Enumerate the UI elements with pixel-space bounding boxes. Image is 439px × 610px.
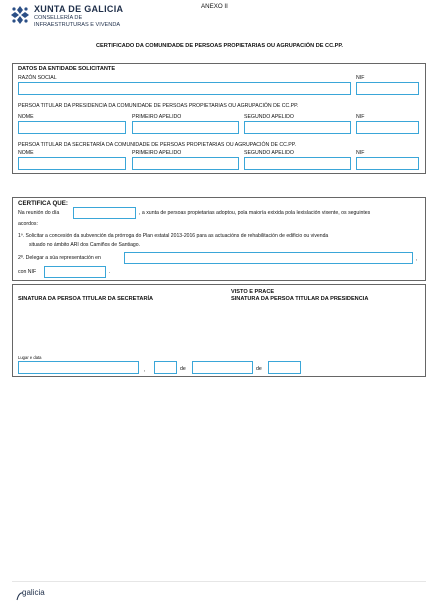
secretary-surname2-field[interactable] [244,157,351,170]
president-surname1-label: PRIMEIRO APELIDO [132,114,182,120]
meeting-prefix: Na reunión do día [18,210,60,216]
signature-section [12,284,426,377]
secretary-name-label: NOME [18,150,34,156]
president-surname2-field[interactable] [244,121,351,134]
entity-nif-field[interactable] [356,82,419,95]
de-label-2: de [256,366,262,372]
president-signature-label: SINATURA DA PERSOA TITULAR DA PRESIDENCIA [231,296,369,302]
president-name-label: NOME [18,114,34,120]
secretary-name-field[interactable] [18,157,126,170]
xunta-logo-icon [10,5,30,25]
place-comma: , [144,367,146,373]
secretary-surname1-label: PRIMEIRO APELIDO [132,150,182,156]
day-field[interactable] [154,361,177,374]
president-surname2-label: SEGUNDO APELIDO [244,114,294,120]
dept-line-1: CONSELLERÍA DE [34,15,83,21]
certify-section [12,197,426,281]
razon-social-field[interactable] [18,82,351,95]
razon-social-nif-label: NIF [356,75,365,81]
representative-nif-field[interactable] [44,266,106,278]
president-heading: PERSOA TITULAR DA PRESIDENCIA DA COMUNIDADE DE PERSOAS PROPIETARIAS OU AGRUPACIÓN DE CC.PP. [18,103,299,109]
razon-social-label: RAZÓN SOCIAL [18,75,57,81]
meeting-date-field[interactable] [73,207,136,219]
org-name: XUNTA DE GALICIA [34,4,124,14]
annex-label: ANEXO II [201,3,228,10]
representative-comma: , [416,256,418,262]
year-field[interactable] [268,361,301,374]
representative-nif-prefix: con NIF [18,269,37,275]
footer-divider [12,581,426,582]
place-date-label: Lugar e data [18,355,42,360]
agreement-1-line-2: situado no ámbito ARI dos Camiños de Santiago. [29,242,140,248]
secretary-surname1-field[interactable] [132,157,239,170]
dept-line-2: INFRAESTRUTURAS E VIVENDA [34,22,121,28]
secretary-surname2-label: SEGUNDO APELIDO [244,150,294,156]
president-nif-label: NIF [356,114,365,120]
page-title: CERTIFICADO DA COMUNIDADE DE PERSOAS PROPIETARIAS OU AGRUPACIÓN DE CC.PP. [96,43,343,49]
president-nif-field[interactable] [356,121,419,134]
representative-nif-period: . [109,269,111,275]
seen-approved-label: VISTO E PRACE [231,289,275,295]
month-field[interactable] [192,361,253,374]
footer-brand: galicia [22,588,45,597]
certify-heading: CERTIFICA QUE: [18,200,68,207]
agreement-2-prefix: 2º. Delegar a súa representación en [18,255,101,261]
secretary-heading: PERSOA TITULAR DA SECRETARÍA DA COMUNIDADE DE PERSOAS PROPIETARIAS OU AGRUPACIÓN DE CC.PP. [18,142,296,148]
agreement-1-line-1: 1º. Solicitar a concesión da subvención da prórroga do Plan estatal 2013-2016 para as actuacións de rehabilitación de edificio ou vivenda [18,233,329,239]
agreements-label: acordos: [18,221,38,227]
place-field[interactable] [18,361,139,374]
representative-field[interactable] [124,252,413,264]
meeting-suffix: , a xunta de persoas propietarias adoptou, pola maioría exixida pola lexislación vixente, os seguintes [139,210,371,216]
de-label-1: de [180,366,186,372]
secretary-nif-label: NIF [356,150,365,156]
secretary-signature-label: SINATURA DA PERSOA TITULAR DA SECRETARÍA [18,296,154,302]
secretary-nif-field[interactable] [356,157,419,170]
applicant-section-title: DATOS DA ENTIDADE SOLICITANTE [18,66,116,72]
president-surname1-field[interactable] [132,121,239,134]
applicant-section [12,63,426,174]
president-name-field[interactable] [18,121,126,134]
